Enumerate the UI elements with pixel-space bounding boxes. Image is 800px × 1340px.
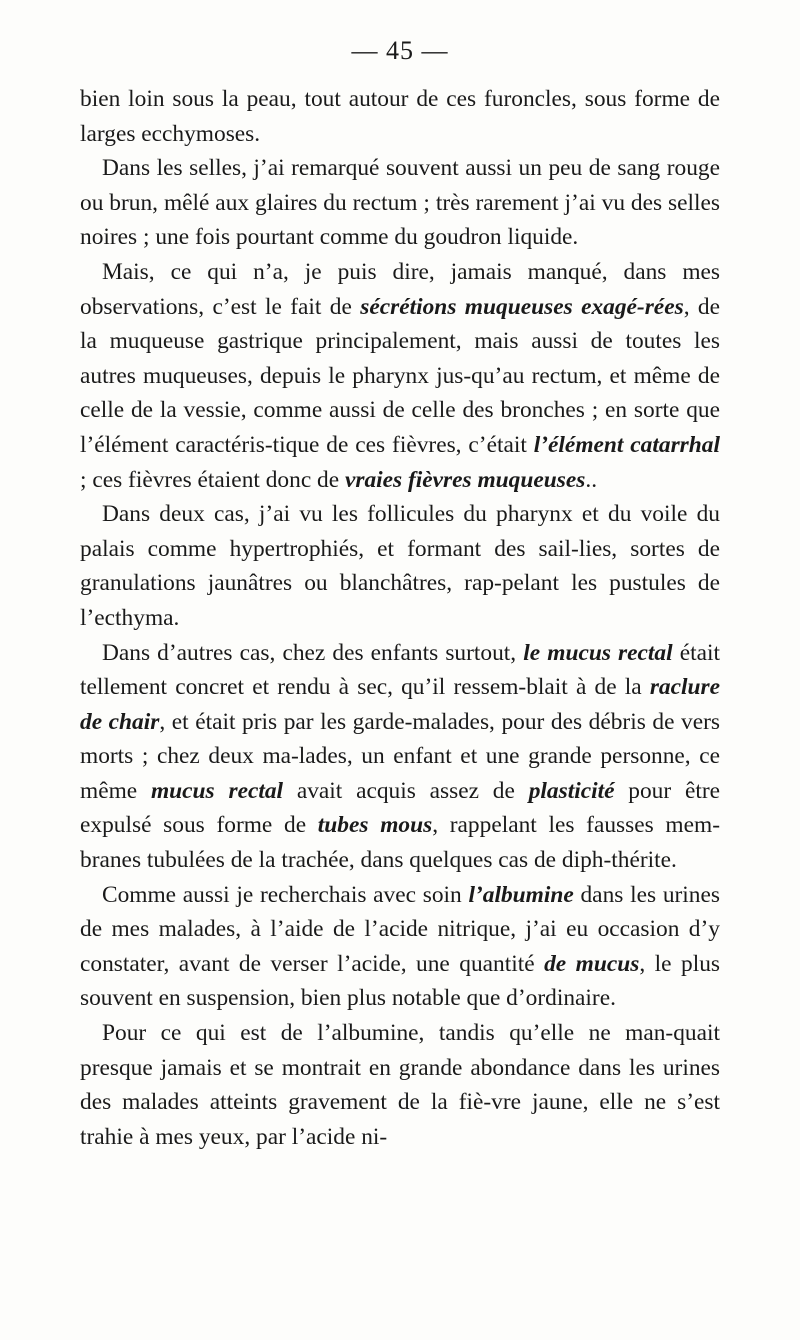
text-run: Comme aussi je recherchais avec soin [102,881,469,908]
paragraph [80,878,720,1016]
text-run: était tellement concret et rendu à sec, qu’il ressem-blait à de la [80,639,720,701]
italic-phrase: vraies fièvres muqueuses [344,466,586,493]
text-run: Dans les selles, j’ai remarqué souvent aussi un peu de sang rouge ou brun, mêlé aux glaires du rectum ; très rarement j’ai vu des selles noires ; une fois pourtant comme du goudron liquide. [80,155,720,251]
text-run: avait acquis assez de [283,777,529,804]
text-run: ; ces fièvres étaient donc de [80,466,345,493]
text-run: Dans d’autres cas, chez des enfants surtout, [102,639,524,666]
italic-phrase: raclure de chair [80,674,720,735]
italic-phrase: l’albumine [468,881,574,908]
text-run: , le plus souvent en suspension, bien plus notable que d’ordinaire. [80,950,721,1012]
paragraph [80,497,720,635]
italic-phrase: mucus rectal [150,777,284,804]
italic-phrase: sécrétions muqueuses exagé-rées [360,293,684,320]
text-run: , de la muqueuse gastrique principalement, mais aussi de toutes les autres muqueuses, depuis le pharynx jus-qu’au rectum, et même de celle de la vessie, comme aussi de celle des bronches ; en sorte que l’élément caractéris-tique de ces fièvres, c’était [80,293,720,458]
text-run: Mais, ce qui n’a, je puis dire, jamais manqué, dans mes observations, c’est le fait de [80,258,720,320]
paragraph [80,255,720,497]
body-text [80,82,720,1154]
italic-phrase: de mucus [544,950,640,977]
italic-phrase: l’élément catarrhal [533,431,720,458]
italic-phrase: tubes mous [317,812,433,839]
page-number: — 45 — [351,36,449,65]
paragraph [80,151,720,255]
text-run: Dans deux cas, j’ai vu les follicules du pharynx et du voile du palais comme hypertrophiés, et formant des sail-lies, sortes de granulations jaunâtres ou blanchâtres, rap-pelant les pustules de l’ecthyma. [80,501,720,631]
text-run: bien loin sous la peau, tout autour de ces furoncles, sous forme de larges ecchymoses. [80,86,720,147]
italic-phrase: le mucus rectal [523,639,673,666]
text-run: dans les urines de mes malades, à l’aide de l’acide nitrique, j’ai eu occasion d’y constater, avant de verser l’acide, une quantité [80,881,720,977]
paragraph [80,636,720,878]
text-run: .. [585,466,598,493]
text-run: Pour ce qui est de l’albumine, tandis qu’elle ne man-quait presque jamais et se montrait en grande abondance dans les urines des malades atteints gravement de la fiè-vre jaune, elle ne s’est trahie à mes yeux, par l’acide ni- [80,1020,720,1150]
text-run: , et était pris par les garde-malades, pour des débris de vers morts ; chez deux ma-lades, un enfant et une grande personne, ce même [80,708,720,804]
italic-phrase: plasticité [528,777,615,804]
paragraph [80,82,720,151]
text-run: pour être expulsé sous forme de [80,777,721,839]
text-run: , rappelant les fausses mem-branes tubulées de la trachée, dans quelques cas de diph-thérite. [80,812,720,874]
paragraph [80,1016,720,1154]
